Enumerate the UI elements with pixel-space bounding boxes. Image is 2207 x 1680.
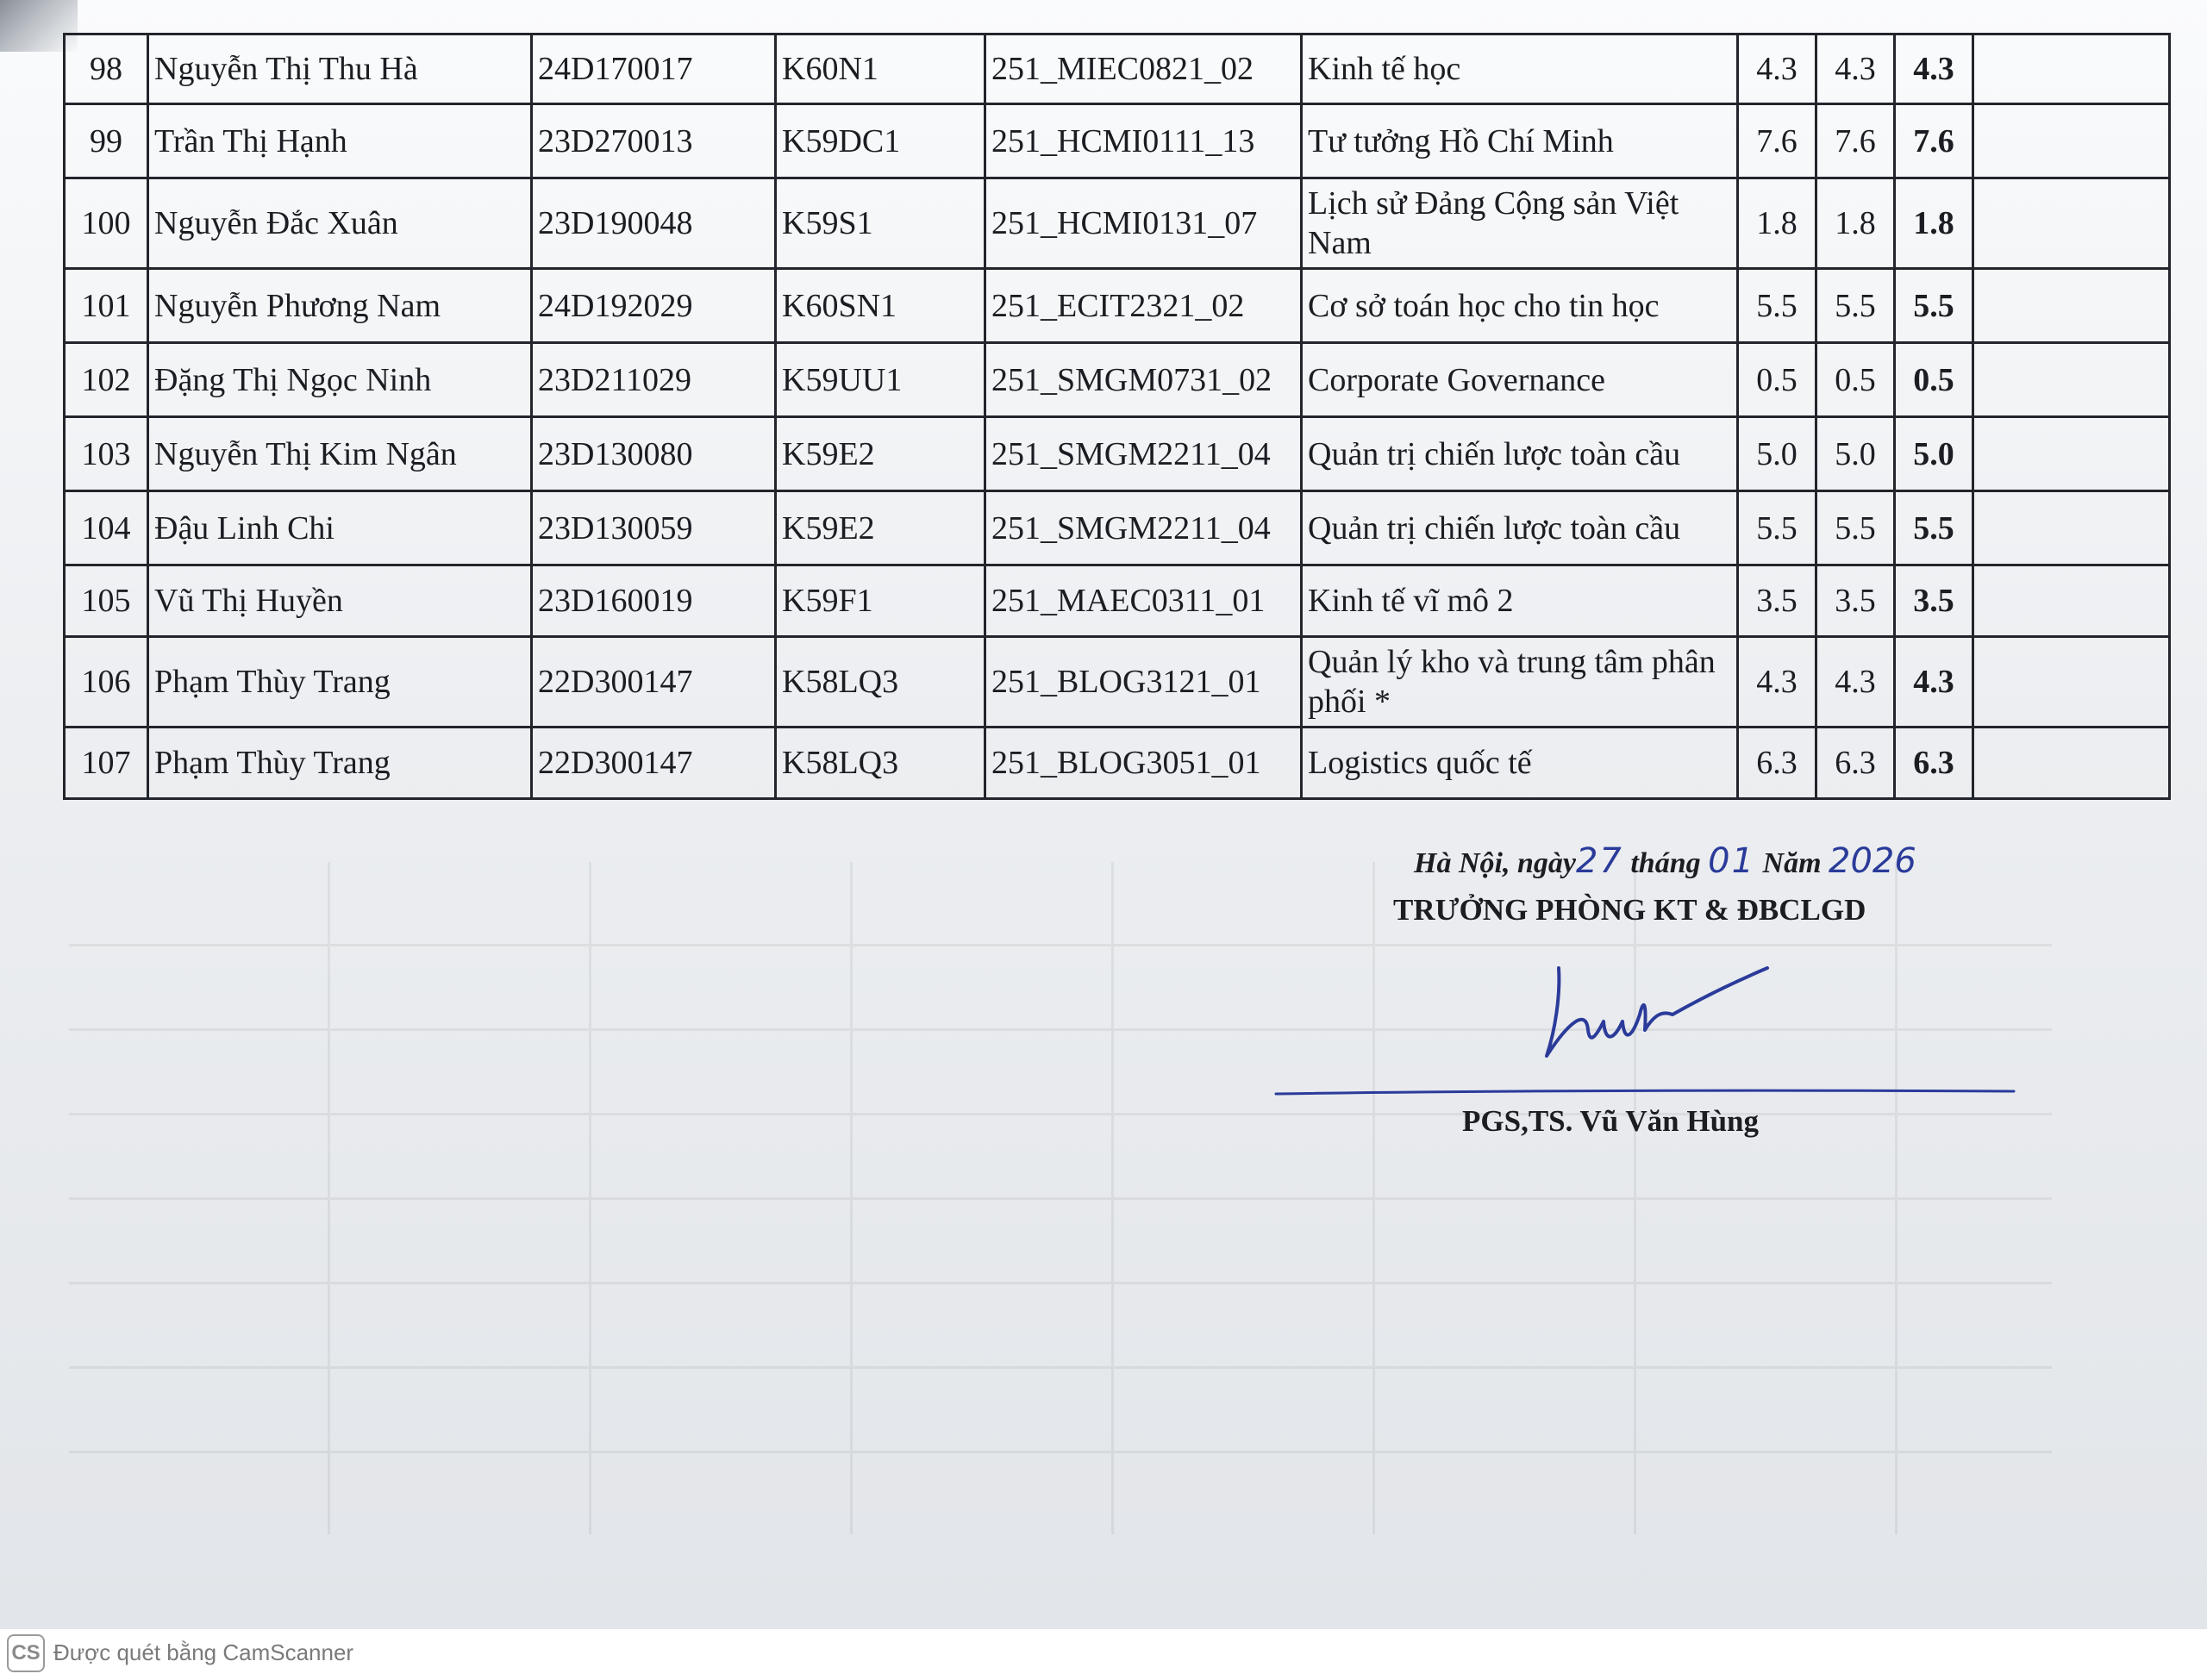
student-id: 22D300147 xyxy=(532,728,776,799)
course-code: 251_MAEC0311_01 xyxy=(985,565,1302,637)
score-1: 5.0 xyxy=(1738,417,1816,491)
subject-name: Kinh tế vĩ mô 2 xyxy=(1302,565,1738,637)
table-row xyxy=(65,178,2170,269)
date-year-handwritten: 2026 xyxy=(1829,841,1916,881)
final-score: 0.5 xyxy=(1895,343,1973,417)
subject-name: Quản trị chiến lược toàn cầu xyxy=(1302,491,1738,565)
student-id: 23D211029 xyxy=(532,343,776,417)
subject-name: Tư tưởng Hồ Chí Minh xyxy=(1302,104,1738,178)
table-row xyxy=(65,728,2170,799)
score-2: 0.5 xyxy=(1816,343,1895,417)
score-1: 5.5 xyxy=(1738,269,1816,343)
student-name: Nguyễn Thị Kim Ngân xyxy=(148,417,532,491)
final-score: 5.0 xyxy=(1895,417,1973,491)
student-name: Đặng Thị Ngọc Ninh xyxy=(148,343,532,417)
date-month-handwritten: 01 xyxy=(1708,841,1756,881)
class-code: K59S1 xyxy=(776,178,985,269)
table-row xyxy=(65,269,2170,343)
course-code: 251_SMGM2211_04 xyxy=(985,417,1302,491)
student-id: 23D130059 xyxy=(532,491,776,565)
score-2: 4.3 xyxy=(1816,34,1895,104)
score-1: 1.8 xyxy=(1738,178,1816,269)
camscanner-logo-icon: CS xyxy=(7,1634,45,1672)
subject-name: Kinh tế học xyxy=(1302,34,1738,104)
student-name: Trần Thị Hạnh xyxy=(148,104,532,178)
notes-cell xyxy=(1973,565,2170,637)
row-number: 107 xyxy=(65,728,148,799)
class-code: K60SN1 xyxy=(776,269,985,343)
row-number: 105 xyxy=(65,565,148,637)
notes-cell xyxy=(1973,417,2170,491)
final-score: 4.3 xyxy=(1895,637,1973,728)
row-number: 106 xyxy=(65,637,148,728)
final-score: 3.5 xyxy=(1895,565,1973,637)
notes-cell xyxy=(1973,343,2170,417)
student-id: 22D300147 xyxy=(532,637,776,728)
class-code: K59E2 xyxy=(776,491,985,565)
date-place: Hà Nội, ngày xyxy=(1414,847,1576,879)
score-1: 5.5 xyxy=(1738,491,1816,565)
notes-cell xyxy=(1973,728,2170,799)
table-row xyxy=(65,417,2170,491)
table-row xyxy=(65,34,2170,104)
student-id: 24D192029 xyxy=(532,269,776,343)
course-code: 251_SMGM0731_02 xyxy=(985,343,1302,417)
score-2: 3.5 xyxy=(1816,565,1895,637)
final-score: 5.5 xyxy=(1895,269,1973,343)
subject-name: Quản trị chiến lược toàn cầu xyxy=(1302,417,1738,491)
table-row xyxy=(65,565,2170,637)
score-1: 3.5 xyxy=(1738,565,1816,637)
grades-table xyxy=(63,33,2171,800)
notes-cell xyxy=(1973,637,2170,728)
student-name: Đậu Linh Chi xyxy=(148,491,532,565)
date-day-handwritten: 27 xyxy=(1575,841,1623,881)
notes-cell xyxy=(1973,178,2170,269)
score-2: 1.8 xyxy=(1816,178,1895,269)
student-id: 23D270013 xyxy=(532,104,776,178)
score-2: 6.3 xyxy=(1816,728,1895,799)
row-number: 101 xyxy=(65,269,148,343)
date-month-label: tháng xyxy=(1630,847,1701,879)
class-code: K59UU1 xyxy=(776,343,985,417)
scanner-footer xyxy=(0,1629,2207,1680)
student-name: Nguyễn Thị Thu Hà xyxy=(148,34,532,104)
table-row xyxy=(65,637,2170,728)
subject-name: Quản lý kho và trung tâm phân phối * xyxy=(1302,637,1738,728)
subject-name: Cơ sở toán học cho tin học xyxy=(1302,269,1738,343)
notes-cell xyxy=(1973,269,2170,343)
notes-cell xyxy=(1973,491,2170,565)
date-year-label: Năm xyxy=(1762,847,1822,879)
student-id: 24D170017 xyxy=(532,34,776,104)
signature-image xyxy=(1535,961,1776,1065)
course-code: 251_HCMI0111_13 xyxy=(985,104,1302,178)
course-code: 251_BLOG3051_01 xyxy=(985,728,1302,799)
score-2: 4.3 xyxy=(1816,637,1895,728)
score-1: 6.3 xyxy=(1738,728,1816,799)
final-score: 7.6 xyxy=(1895,104,1973,178)
notes-cell xyxy=(1973,34,2170,104)
course-code: 251_ECIT2321_02 xyxy=(985,269,1302,343)
subject-name: Logistics quốc tế xyxy=(1302,728,1738,799)
final-score: 1.8 xyxy=(1895,178,1973,269)
table-row xyxy=(65,343,2170,417)
course-code: 251_SMGM2211_04 xyxy=(985,491,1302,565)
score-2: 5.5 xyxy=(1816,491,1895,565)
final-score: 6.3 xyxy=(1895,728,1973,799)
final-score: 5.5 xyxy=(1895,491,1973,565)
subject-name: Lịch sử Đảng Cộng sản Việt Nam xyxy=(1302,178,1738,269)
student-name: Phạm Thùy Trang xyxy=(148,728,532,799)
signer-name: PGS,TS. Vũ Văn Hùng xyxy=(1462,1104,1760,1138)
class-code: K58LQ3 xyxy=(776,637,985,728)
score-2: 7.6 xyxy=(1816,104,1895,178)
score-2: 5.0 xyxy=(1816,417,1895,491)
student-name: Nguyễn Phương Nam xyxy=(148,269,532,343)
row-number: 98 xyxy=(65,34,148,104)
class-code: K59DC1 xyxy=(776,104,985,178)
table-row xyxy=(65,104,2170,178)
score-2: 5.5 xyxy=(1816,269,1895,343)
course-code: 251_BLOG3121_01 xyxy=(985,637,1302,728)
row-number: 99 xyxy=(65,104,148,178)
student-name: Vũ Thị Huyền xyxy=(148,565,532,637)
score-1: 4.3 xyxy=(1738,637,1816,728)
office-title: TRƯỞNG PHÒNG KT & ĐBCLGD xyxy=(1393,893,1866,927)
student-id: 23D160019 xyxy=(532,565,776,637)
date-line xyxy=(1414,841,1916,881)
scanner-watermark-text: Được quét bằng CamScanner xyxy=(53,1639,354,1665)
student-name: Nguyễn Đắc Xuân xyxy=(148,178,532,269)
student-id: 23D130080 xyxy=(532,417,776,491)
student-name: Phạm Thùy Trang xyxy=(148,637,532,728)
class-code: K58LQ3 xyxy=(776,728,985,799)
subject-name: Corporate Governance xyxy=(1302,343,1738,417)
student-id: 23D190048 xyxy=(532,178,776,269)
table-row xyxy=(65,491,2170,565)
final-score: 4.3 xyxy=(1895,34,1973,104)
row-number: 104 xyxy=(65,491,148,565)
class-code: K59E2 xyxy=(776,417,985,491)
row-number: 102 xyxy=(65,343,148,417)
course-code: 251_HCMI0131_07 xyxy=(985,178,1302,269)
notes-cell xyxy=(1973,104,2170,178)
score-1: 0.5 xyxy=(1738,343,1816,417)
class-code: K60N1 xyxy=(776,34,985,104)
course-code: 251_MIEC0821_02 xyxy=(985,34,1302,104)
class-code: K59F1 xyxy=(776,565,985,637)
score-1: 7.6 xyxy=(1738,104,1816,178)
row-number: 100 xyxy=(65,178,148,269)
row-number: 103 xyxy=(65,417,148,491)
signature-line xyxy=(1274,1088,2016,1096)
score-1: 4.3 xyxy=(1738,34,1816,104)
